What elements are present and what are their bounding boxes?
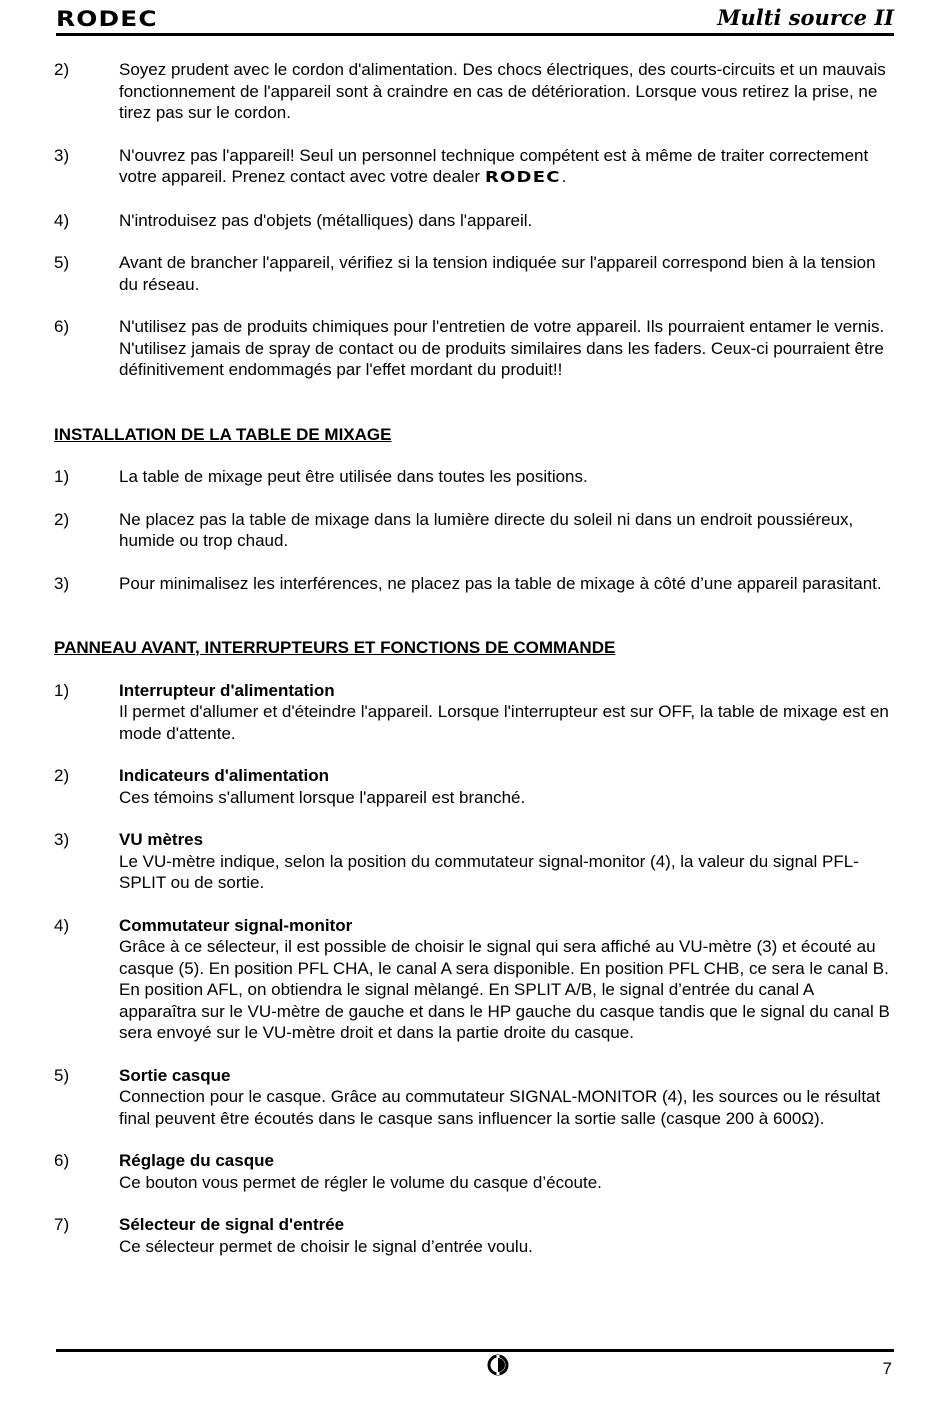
page-header: [56, 5, 894, 36]
item-body: [119, 765, 894, 808]
brand-inline: RODEC: [484, 168, 561, 186]
item-number: 2): [54, 766, 70, 785]
item-text: Grâce à ce sélecteur, il est possible de choisir le signal qui sera affiché au VU-mètre (3) et écouté au casque (5). En position PFL CHA, le canal A sera disponible. En position PFL CHB, ce sera le canal B. En position AFL, on obtiendra le signal mèlangé. En SPLIT A/B, le signal d’entrée du canal A apparaîtra sur le VU-mètre de gauche et dans le HP gauche du casque tandis que le signal du canal B sera envoyé sur le VU-mètre droit et dans la partie droite du casque.: [119, 937, 890, 1042]
item-number: 2): [54, 60, 70, 79]
item-title: Commutateur signal-monitor: [119, 915, 353, 935]
item-number: 6): [54, 317, 70, 336]
list-item: [54, 1214, 894, 1257]
item-title: Interrupteur d'alimentation: [119, 680, 335, 700]
item-number: 6): [54, 1151, 70, 1170]
item-body: [119, 1065, 894, 1130]
item-title: Indicateurs d'alimentation: [119, 766, 329, 785]
item-text: Ce sélecteur permet de choisir le signal d’entrée voulu.: [119, 1236, 533, 1256]
item-suffix: .: [561, 167, 567, 186]
item-number: 4): [54, 915, 70, 935]
list-item: [54, 210, 894, 232]
item-body: [119, 1150, 894, 1193]
footer-divider: [56, 1349, 894, 1352]
item-body: [119, 915, 894, 1044]
item-body: [119, 680, 894, 745]
item-text: Il permet d'allumer et d'éteindre l'appareil. Lorsque l'interrupteur est sur OFF, la table de mixage est en mode d'attente.: [119, 702, 889, 743]
item-title: Sortie casque: [119, 1065, 231, 1085]
list-item: [54, 680, 894, 745]
item-number: 5): [54, 253, 70, 272]
item-text: Le VU-mètre indique, selon la position du commutateur signal-monitor (4), la valeur du signal PFL-SPLIT ou de sortie.: [119, 851, 859, 892]
item-body: [119, 1214, 894, 1257]
list-item: [54, 316, 894, 381]
item-title: VU mètres: [119, 830, 204, 849]
item-number: 1): [54, 680, 70, 700]
item-text: Pour minimalisez les interférences, ne placez pas la table de mixage à côté d’une appareil parasitant.: [119, 573, 882, 593]
item-text: Soyez prudent avec le cordon d'alimentation. Des chocs électriques, des courts-circuits et un mauvais fonctionnement de l'appareil sont à craindre en cas de détérioration. Lorsque vous retirez la prise, ne tirez pas sur le cordon.: [119, 60, 886, 122]
item-title: Sélecteur de signal d'entrée: [119, 1215, 345, 1234]
list-item: [54, 466, 894, 488]
list-item: [54, 573, 894, 595]
item-text: Avant de brancher l'appareil, vérifiez si la tension indiquée sur l'appareil correspond bien à la tension du réseau.: [119, 253, 876, 294]
item-text: N'introduisez pas d'objets (métalliques) dans l'appareil.: [119, 210, 533, 230]
item-text: La table de mixage peut être utilisée dans toutes les positions.: [119, 467, 588, 486]
item-number: 5): [54, 1065, 70, 1085]
list-item: [54, 145, 894, 189]
item-text: Connection pour le casque. Grâce au commutateur SIGNAL-MONITOR (4), les sources ou le résultat final peuvent être écoutés dans le casque sans influencer la sortie salle (casque 200 à 600Ω).: [119, 1087, 881, 1128]
item-text: N'ouvrez pas l'appareil! Seul un personnel technique compétent est à même de traiter correctement votre appareil. Prenez contact avec votre dealer: [119, 145, 869, 186]
list-item: [54, 829, 894, 894]
product-name: Multi source II: [717, 5, 894, 30]
brand-logo: RODEC: [56, 7, 158, 31]
item-text: Ces témoins s'allument lorsque l'appareil est branché.: [119, 787, 526, 807]
item-number: 1): [54, 467, 70, 486]
section-title-installation: INSTALLATION DE LA TABLE DE MIXAGE: [54, 424, 392, 444]
list-item: [54, 765, 894, 808]
item-body: [119, 829, 894, 894]
item-text: Ne placez pas la table de mixage dans la lumière directe du soleil ni dans un endroit poussiéreux, humide ou trop chaud.: [119, 509, 854, 550]
item-text: Ce bouton vous permet de régler le volume du casque d’écoute.: [119, 1172, 602, 1192]
rodec-logo-icon: [487, 1354, 509, 1376]
list-item: [54, 1150, 894, 1193]
list-item: [54, 59, 894, 124]
list-item: [54, 1065, 894, 1130]
section-title-panel: PANNEAU AVANT, INTERRUPTEURS ET FONCTIONS DE COMMANDE: [54, 638, 616, 657]
list-item: [54, 252, 894, 295]
list-item: [54, 509, 894, 552]
item-number: 7): [54, 1215, 70, 1234]
item-number: 3): [54, 145, 70, 165]
item-number: 3): [54, 573, 70, 593]
page-number: 7: [882, 1359, 892, 1378]
item-number: 3): [54, 830, 70, 849]
item-number: 2): [54, 509, 70, 529]
item-title: Réglage du casque: [119, 1151, 274, 1170]
list-item: [54, 915, 894, 1044]
page-content: [54, 59, 894, 1278]
item-text-container: [119, 145, 894, 189]
item-number: 4): [54, 210, 70, 230]
item-text: N'utilisez pas de produits chimiques pour l'entretien de votre appareil. Ils pourraient entamer le vernis. N'utilisez jamais de spray de contact ou de produits similaires dans les faders. Ceux-ci pourraient être définitivement endommagés par l'effet mordant du produit!!: [119, 317, 885, 379]
